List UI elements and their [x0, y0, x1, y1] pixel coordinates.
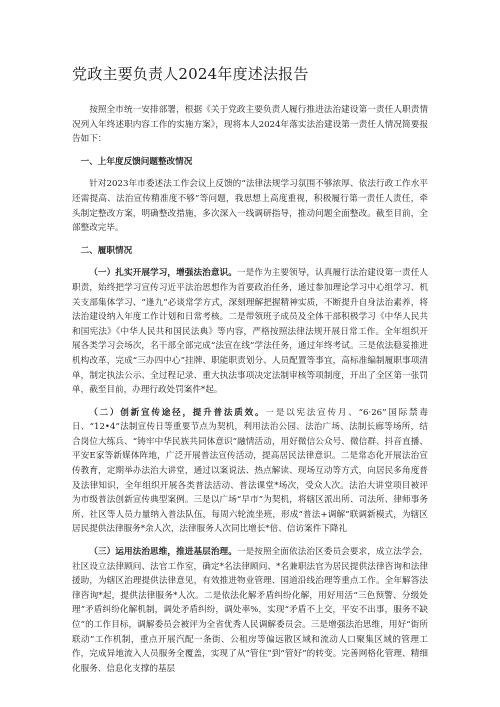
duty-item-governance-body: 一是按照全面依法治区委员会要求，成立法学会，社区设立法律顾问、法官工作室，确定*名法律顾问、*名兼职法官为居民提供法律咨询和法律援助，为辖区治理提供法律意见，有效推进物业管理、国道沿线治理等重点工作。全年解答法律咨询*起，提供法律服务*人次。二是依法化解矛盾纠纷化解，用好用活“三色预警、分级处理”矛盾纠纷化解机制，调处矛盾纠纷，调处率%，实现“矛盾不上交，平安不出事，服务不缺位”的工作目标，调解委员会被评为全省优秀人民调解委员会。三是增强法治思维，用好“街所联动”工作机制，重点开展汽配一条街、公租房等偏远散区域和流动人口聚集区域的管理工作，完成异地流入人员服务全覆盖，实现了从“管住”到“管好”的转变。完善网格化管理、精细化服务、信息化支撑的基层 [72, 547, 428, 674]
duty-item-publicity [72, 406, 428, 537]
section-feedback-body: 针对2023年市委述法工作会议上反馈的“法律法规学习氛围不够浓厚、依法行政工作水平还需提高、法治宣传精准度不够”等问题，我思想上高度重视，积极履行第一责任人责任，牵头制定整改方案，明确整改措施，多次深入一线调研指导，推动问题全面整改。截至目前，全部整改完毕。 [72, 179, 428, 234]
duty-item-governance-lead: （三）运用法治思维，推进基层治理。 [89, 547, 237, 558]
duty-item-study-body: 一是作为主要领导，认真履行法治建设第一责任人职责，始终把学习宣传习近平法治思想作为首要政治任务，通过参加理论学习中心组学习、机关支部集体学习、“逢九”必谈常学方式，深刻理解把握精神实质，不断提升自身法治素养，将法治建设纳入年度工作计划和日常考核。二是带领班子成员及全体干部积极学习《中华人民共和国宪法》《中华人民共和国民法典》等内容，严格按照法律法规开展日常工作。全年组织开展各类学习会场次，名干部全部完成“法宣在线”学法任务，通过年终考试。三是依法稳妥推进机构改革，完成“三办四中心”挂牌、职能职责划分、人员配置等事宜，高标准编制履职事项清单，制定执法公示、全过程记录、重大执法事项决定法制审核等项制度，开出了全区第一张罚单，截至目前，办理行政处罚案件*起。 [72, 268, 428, 396]
duty-item-publicity-lead: （二）创新宣传途径，提升普法质效。 [89, 407, 266, 418]
section-heading-feedback: 一、上年度反馈问题整改情况 [80, 156, 193, 167]
duty-item-study [72, 266, 428, 397]
section-heading-duties: 二、履职情况 [80, 245, 133, 256]
duty-item-governance [72, 545, 428, 676]
duty-item-publicity-body: 一是以宪法宣传月、“6·26”国际禁毒日、“12•4”法制宣传日等重要节点为契机，利用法治公园、法治广场、法制长廊等场所，结合岗位大练兵、“铸牢中华民族共同体意识”融情活动，用好微信公众号、微信群、抖音直播、平安E家等新媒体阵地，广泛开展普法宣传活动，提高居民法律意识。二是常态化开展法治宣传教育，定期举办法治大讲堂，通过以案说法、热点解读、现场互动等方式，向居民多角度普及法律知识，全年组织开展各类普法活动、普法课堂*场次，受众人次。法治大讲堂项目被评为市级普法创新宣传典型案例。三是以广场“早市”为契机，将辖区派出所、司法所、律师事务所、社区等人员力量纳入普法队伍，每周六轮流坐班，形成“普法+调解”联调新模式，为辖区居民提供法律服务*余人次，法律服务人次同比增长*倍、信访案件下降礼 [72, 407, 428, 535]
duty-item-study-lead: （一）扎实开展学习，增强法治意识。 [89, 268, 237, 279]
intro-paragraph: 按照全市统一安排部署，根据《关于党政主要负责人履行推进法治建设第一责任人职责情况列入年终述职内容工作的实施方案》，现将本人2024年落实法治建设第一责任人情况简要报告如下： [72, 105, 428, 145]
page-title: 党政主要负责人2024年度述法报告 [72, 65, 309, 83]
